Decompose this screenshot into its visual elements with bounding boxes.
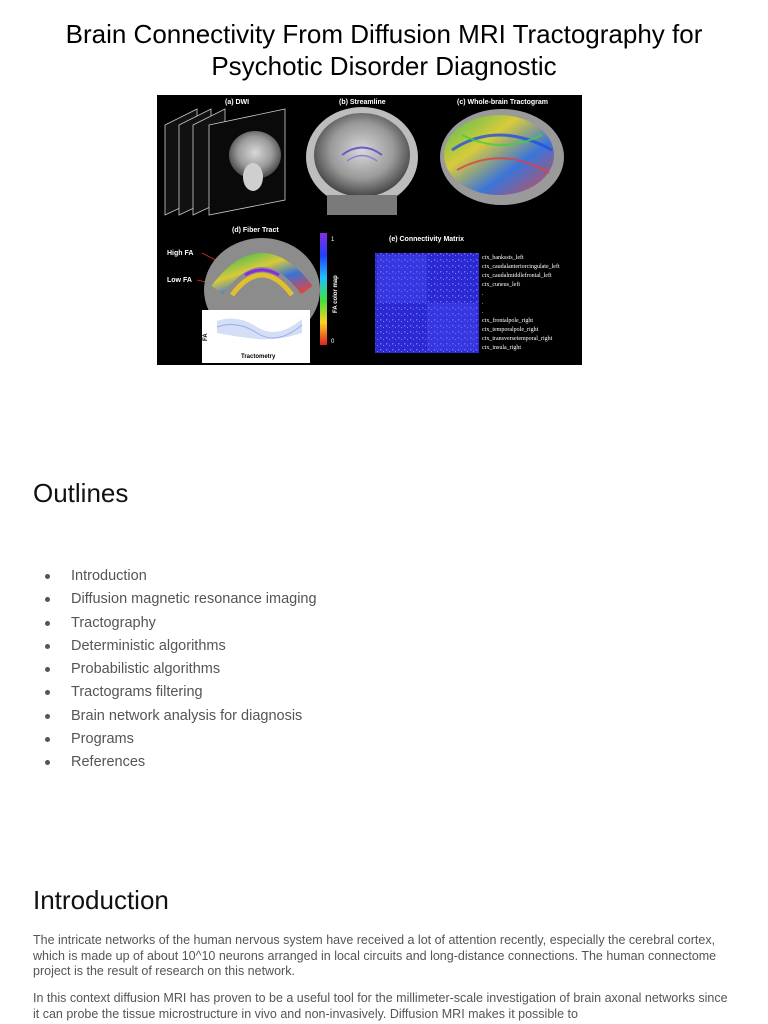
bullet-icon	[45, 667, 50, 672]
list-item	[43, 681, 317, 704]
matrix-label: ctx_bankssts_left	[482, 255, 524, 261]
bullet-icon	[45, 597, 50, 602]
streamline-panel	[304, 107, 421, 215]
outline-list	[43, 565, 317, 775]
intro-paragraph-1: The intricate networks of the human nervous system have received a lot of attention recently, especially the cerebral cortex, which is made up of about 10^10 neurons arranged in local circuits and long-distance connections. The human connectome project is the result of research on this network.	[33, 933, 717, 978]
outlines-heading: Outlines	[33, 478, 129, 508]
list-item	[43, 635, 317, 658]
matrix-label: ctx_cuneus_left	[482, 282, 520, 288]
list-item	[43, 751, 317, 774]
panel-e-label: (e) Connectivity Matrix	[389, 236, 465, 243]
title-line-1: Brain Connectivity From Diffusion MRI Tractography for	[65, 19, 703, 49]
matrix-labels	[482, 254, 560, 351]
connectivity-matrix	[375, 253, 479, 353]
list-item	[43, 728, 317, 751]
matrix-ellipsis: .	[482, 291, 484, 297]
intro-paragraph-2: In this context diffusion MRI has proven to be a useful tool for the millimeter-scale investigation of brain axonal networks since it can probe the tissue microstructure in vivo and non-invasively. Diffusion MRI makes it possible to	[33, 991, 728, 1021]
matrix-label: ctx_temporalpole_right	[482, 327, 539, 333]
tractogram-panel	[437, 107, 582, 215]
list-item-label: Deterministic algorithms	[71, 637, 226, 654]
list-item-label: Diffusion magnetic resonance imaging	[71, 591, 317, 608]
bullet-icon	[45, 760, 50, 765]
fa-colorbar	[320, 233, 339, 345]
low-fa-label: Low FA	[167, 277, 192, 284]
matrix-ellipsis: .	[482, 309, 484, 315]
fa-color-map-label: FA color map	[333, 275, 339, 313]
list-item-label: Probabilistic algorithms	[71, 661, 221, 678]
colorbar-top: 1	[331, 237, 335, 243]
list-item-label: Introduction	[71, 568, 147, 584]
list-item	[43, 658, 317, 681]
panel-a-label: (a) DWI	[225, 99, 250, 106]
fa-axis-label: FA	[203, 333, 209, 341]
introduction-heading: Introduction	[33, 885, 169, 915]
list-item	[43, 588, 317, 611]
bullet-icon	[45, 621, 50, 626]
tractometry-plot	[202, 310, 310, 363]
bullet-icon	[45, 737, 50, 742]
list-item	[43, 565, 317, 588]
list-item-label: Tractograms filtering	[71, 684, 203, 701]
overview-figure	[157, 95, 582, 365]
bullet-icon	[45, 714, 50, 719]
high-fa-label: High FA	[167, 250, 194, 257]
bullet-icon	[45, 690, 50, 695]
title-line-2: Psychotic Disorder Diagnostic	[211, 51, 557, 81]
list-item-label: References	[71, 754, 146, 771]
bullet-icon	[45, 644, 50, 649]
list-item-label: Tractography	[71, 614, 156, 631]
list-item	[43, 612, 317, 635]
colorbar-bottom: 0	[331, 339, 335, 345]
tractometry-label: Tractometry	[241, 354, 276, 360]
panel-d-label: (d) Fiber Tract	[232, 227, 279, 234]
figure-graphic	[157, 95, 582, 365]
matrix-label: ctx_insula_right	[482, 345, 521, 351]
list-item-label: Brain network analysis for diagnosis	[71, 707, 303, 724]
matrix-label: ctx_caudalanteriorcingulate_left	[482, 264, 560, 270]
matrix-label: ctx_transversetemporal_right	[482, 336, 553, 342]
list-item-label: Programs	[71, 731, 134, 748]
list-item	[43, 705, 317, 728]
panel-b-label: (b) Streamline	[339, 99, 386, 106]
matrix-label: ctx_caudalmiddlefrontal_left	[482, 273, 552, 279]
dwi-slices	[165, 109, 285, 215]
bullet-icon	[45, 574, 50, 579]
panel-c-label: (c) Whole-brain Tractogram	[457, 99, 549, 106]
page-title	[0, 18, 768, 82]
matrix-ellipsis: .	[482, 300, 484, 306]
matrix-label: ctx_frontalpole_right	[482, 318, 533, 324]
